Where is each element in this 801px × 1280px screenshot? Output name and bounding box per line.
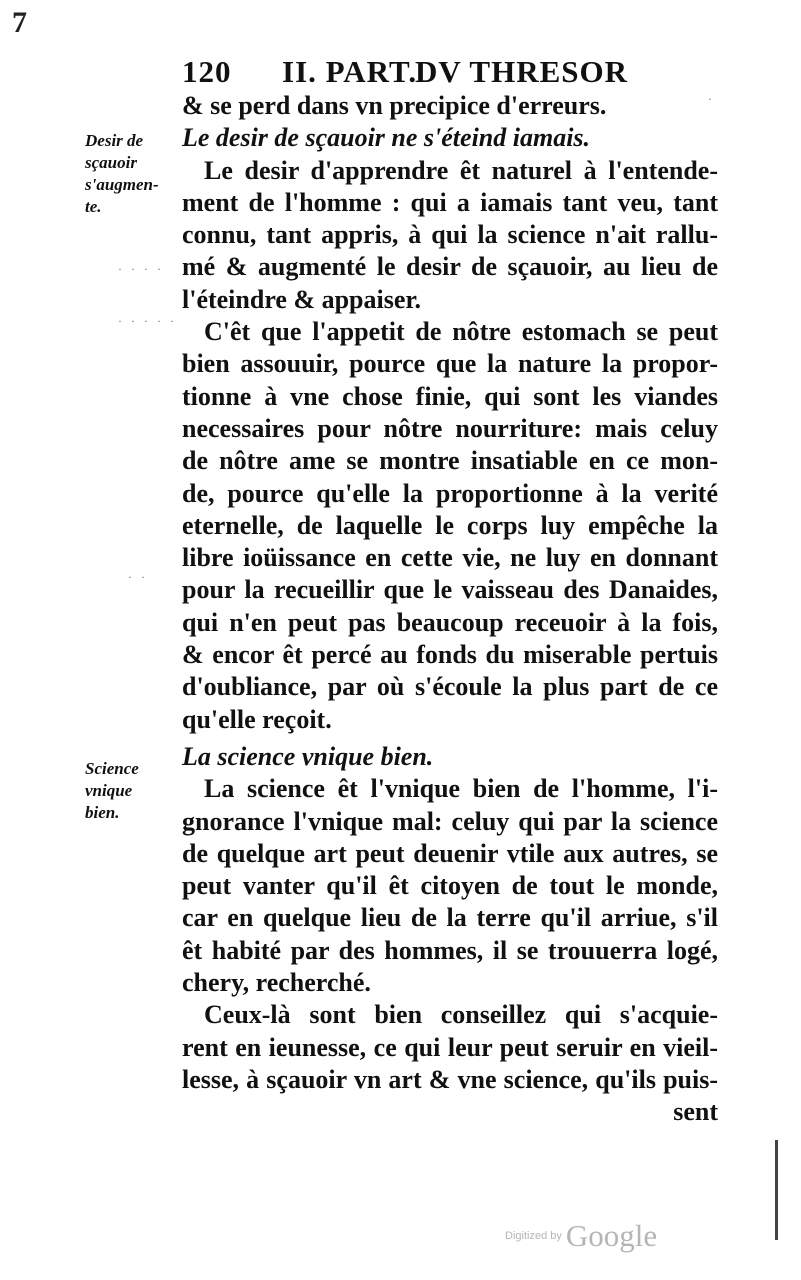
text-line: l'éteindre & appaiser.: [182, 284, 422, 314]
text-line: C'êt que l'appetit de nôtre estomach se peut: [204, 317, 718, 347]
text-line: qui n'en peut pas beaucoup receuoir à la fois,: [182, 607, 718, 637]
text-line: Ceux-là sont bien conseillez qui s'acquie-: [204, 1000, 718, 1030]
running-head: [182, 52, 682, 92]
text-line: ment de l'homme : qui a iamais tant veu, tant: [182, 187, 718, 217]
marginal-note-line: s'augmen-: [85, 175, 159, 194]
marginal-note-line: Science: [85, 759, 139, 778]
text-line: gnorance l'vnique mal: celuy qui par la science: [182, 806, 718, 836]
text-line: qu'elle reçoit.: [182, 704, 332, 734]
marginal-note-line: vnique: [85, 781, 133, 800]
text-line: La science êt l'vnique bien de l'homme, l'i-: [204, 774, 718, 804]
text-line: eternelle, de laquelle le corps luy empêche la: [182, 510, 718, 540]
running-head-part: II. PART.: [282, 54, 418, 89]
text-line: tionne à vne chose finie, qui sont les viandes: [182, 381, 718, 411]
ink-specks: ·: [708, 92, 715, 106]
text-line: lesse, à sçauoir vn art & vne science, qu'ils puis-: [182, 1064, 718, 1094]
text-line: pour la recueillir que le vaisseau des Danaides,: [182, 575, 718, 605]
text-line: de quelque art peut deuenir vtile aux autres, se: [182, 838, 718, 868]
marginal-note-line: te.: [85, 197, 102, 216]
text-line: mé & augmenté le desir de sçauoir, au lieu de: [182, 252, 718, 282]
text-line: bien assouuir, pource que la nature la propor-: [182, 349, 718, 379]
catchword: sent: [673, 1097, 718, 1127]
ink-specks: · · · · ·: [118, 314, 177, 328]
section-heading: La science vnique bien.: [182, 741, 434, 771]
watermark-prefix: Digitized by: [505, 1230, 562, 1242]
text-line: necessaires pour nôtre nourriture: mais celuy: [182, 413, 718, 443]
google-logo: Google: [565, 1218, 658, 1253]
running-head-title: DV THRESOR: [415, 54, 628, 89]
marginal-note-science: [85, 758, 180, 824]
text-line: de, pource qu'elle la proportionne à la verité: [182, 478, 718, 508]
ink-specks: · · · ·: [118, 262, 164, 276]
marginal-note-line: sçauoir: [85, 153, 137, 172]
text-line: de nôtre ame se montre insatiable en ce mon-: [182, 446, 718, 476]
page-edge-shadow: [775, 1140, 778, 1240]
corner-mark: 7: [12, 6, 27, 39]
marginal-note-line: Desir de: [85, 131, 144, 150]
ink-specks: · ·: [128, 570, 148, 584]
body-text: [182, 90, 718, 1129]
text-line: car en quelque lieu de la terre qu'il arriue, s'il: [182, 903, 718, 933]
text-line: peut vanter qu'il êt citoyen de tout le monde,: [182, 871, 718, 901]
text-line: libre ioüissance en cette vie, ne luy en donnant: [182, 543, 718, 573]
text-line: chery, recherché.: [182, 968, 371, 998]
digitized-watermark: [505, 1218, 657, 1258]
text-line: Le desir d'apprendre êt naturel à l'entende-: [204, 155, 718, 185]
marginal-note-desir: [85, 130, 180, 218]
text-line: êt habité par des hommes, il se trouuerra logé,: [182, 935, 718, 965]
text-line: & se perd dans vn precipice d'erreurs.: [182, 91, 607, 120]
text-line: & encor êt percé au fonds du miserable pertuis: [182, 640, 718, 670]
text-line: connu, tant appris, à qui la science n'ait rallu-: [182, 220, 718, 250]
page-number: 120: [182, 54, 232, 89]
marginal-note-line: bien.: [85, 803, 120, 822]
text-line: d'oubliance, par où s'écoule la plus part de ce: [182, 672, 718, 702]
section-heading: Le desir de sçauoir ne s'éteind iamais.: [182, 123, 591, 153]
text-line: rent en ieunesse, ce qui leur peut seruir en vieil-: [182, 1032, 718, 1062]
